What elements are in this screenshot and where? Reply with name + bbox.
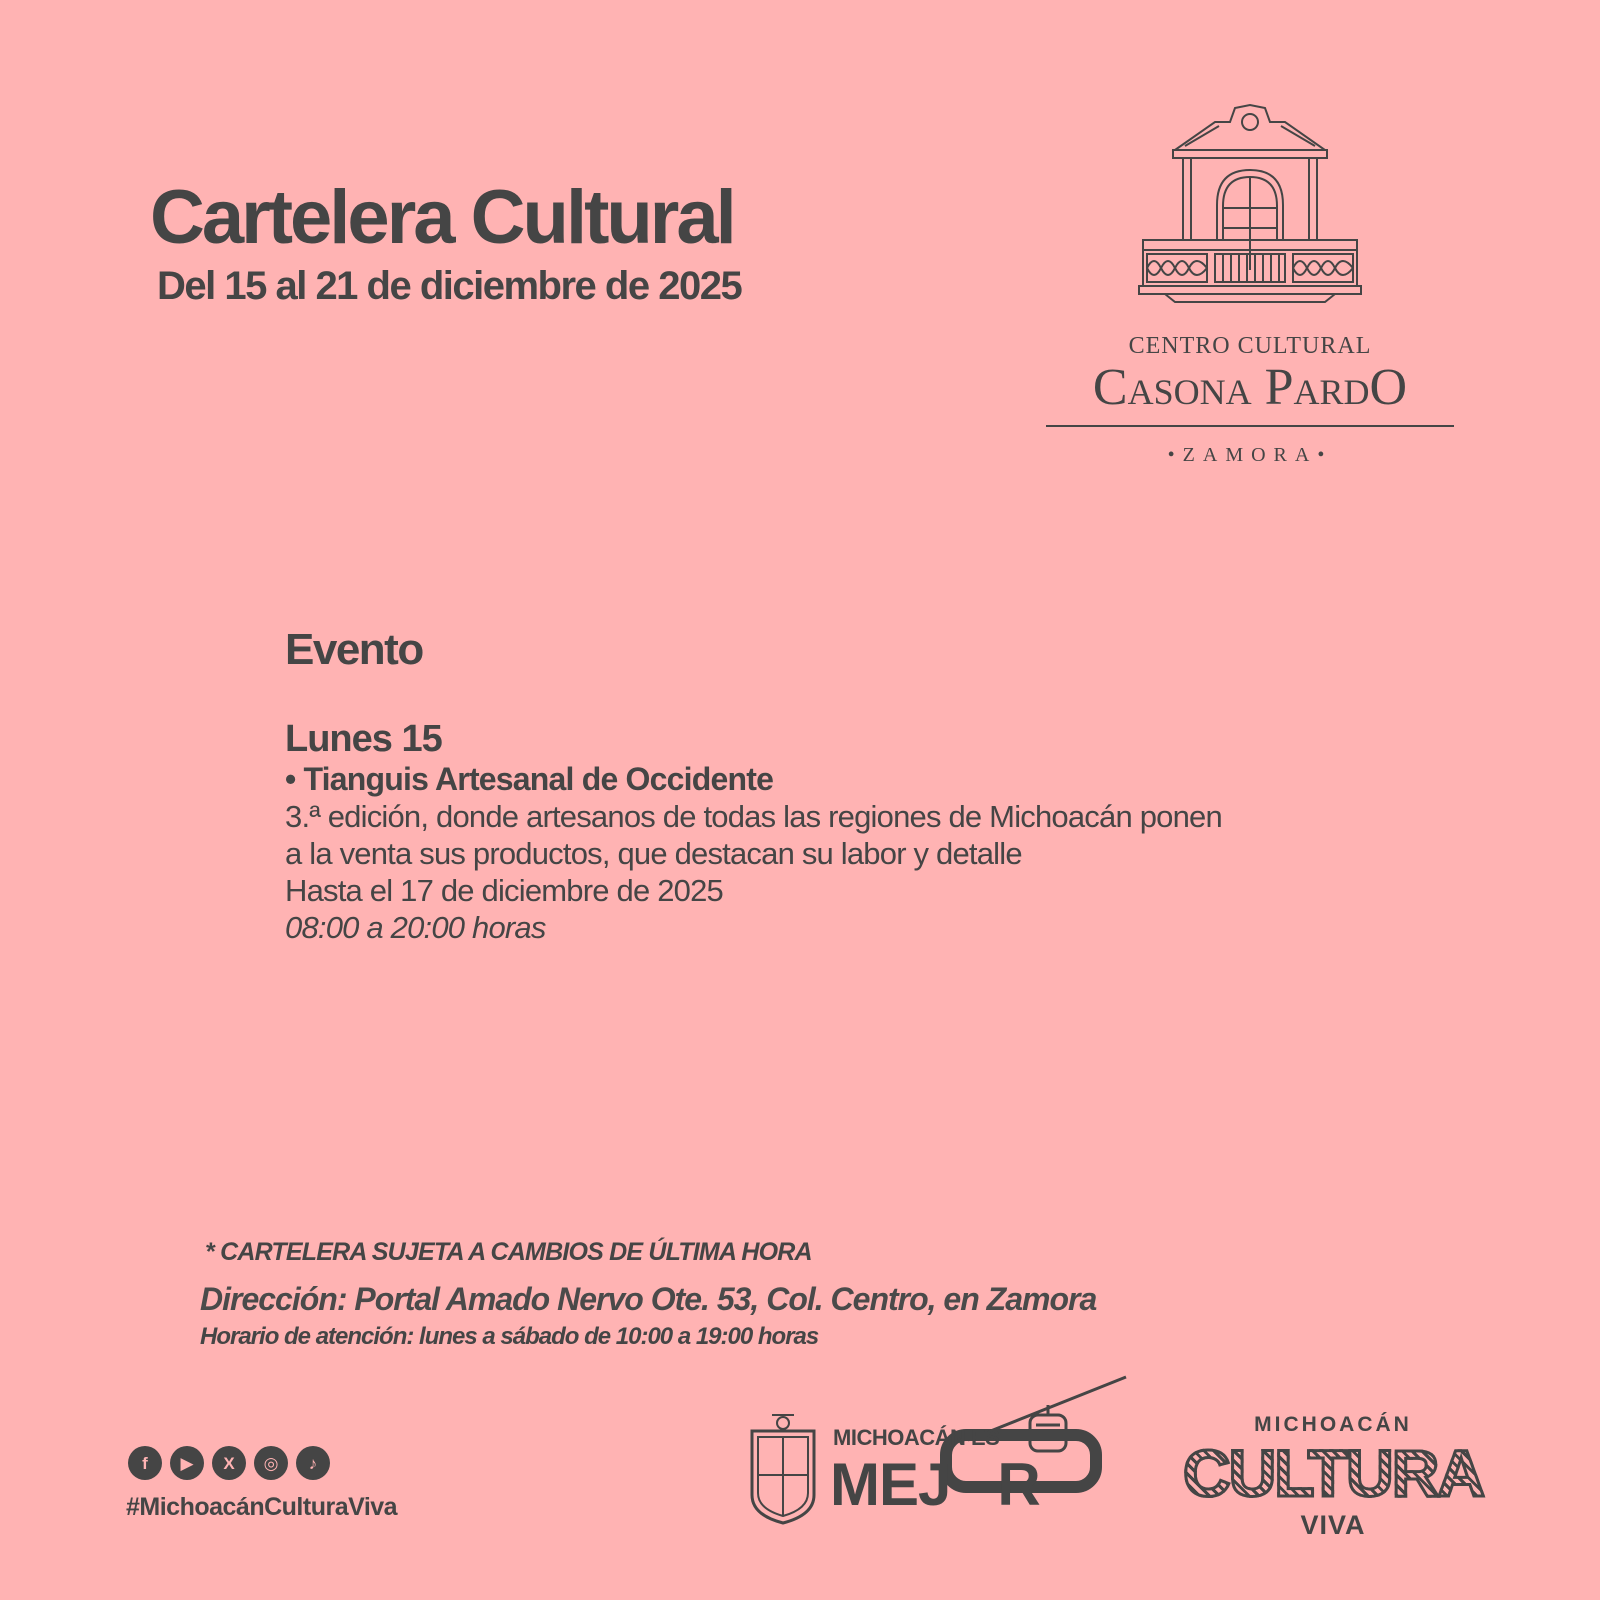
event-time: 08:00 a 20:00 horas xyxy=(285,910,546,946)
event-section xyxy=(285,625,1385,946)
event-description-line: a la venta sus productos, que destacan su labor y detalle xyxy=(285,836,1022,872)
page-title: Cartelera Cultural xyxy=(150,175,734,260)
tiktok-icon[interactable]: ♪ xyxy=(296,1446,330,1480)
logo-divider xyxy=(1046,425,1454,427)
logo-casona-pardo-text: Casona PardO xyxy=(1092,359,1408,416)
hashtag-text: #MichoacánCulturaViva xyxy=(126,1493,398,1521)
event-until: Hasta el 17 de diciembre de 2025 xyxy=(285,873,723,909)
casona-pardo-logo xyxy=(1030,100,1470,480)
x-icon[interactable]: X xyxy=(212,1446,246,1480)
logo-zamora-text: •ZAMORA• xyxy=(1167,444,1333,466)
social-icons xyxy=(128,1446,330,1480)
logo-centro-cultural-text: CENTRO CULTURAL xyxy=(1128,333,1372,359)
cultura-top-text: MICHOACÁN xyxy=(1254,1413,1412,1436)
opening-hours-text: Horario de atención: lunes a sábado de 10:00 a 19:00 horas xyxy=(200,1323,819,1350)
event-title: • Tianguis Artesanal de Occidente xyxy=(285,761,774,797)
address-text: Dirección: Portal Amado Nervo Ote. 53, Col. Centro, en Zamora xyxy=(200,1281,1097,1317)
section-heading: Evento xyxy=(285,625,423,674)
michoacan-es-mejor-logo xyxy=(748,1375,1128,1525)
date-range-subtitle: Del 15 al 21 de diciembre de 2025 xyxy=(157,264,742,308)
facebook-icon[interactable]: f xyxy=(128,1446,162,1480)
disclaimer-text: * CARTELERA SUJETA A CAMBIOS DE ÚLTIMA HORA xyxy=(205,1238,812,1266)
event-day: Lunes 15 xyxy=(285,718,442,760)
mejor-big-text: MEJ R xyxy=(830,1451,1040,1518)
mejor-top-text: MICHOACÁN ES xyxy=(833,1425,1000,1450)
event-description-line: 3.ª edición, donde artesanos de todas las regiones de Michoacán ponen xyxy=(285,799,1222,835)
cultura-big-text: CULTURA xyxy=(1168,1440,1498,1506)
instagram-icon[interactable]: ◎ xyxy=(254,1446,288,1480)
youtube-icon[interactable]: ▶ xyxy=(170,1446,204,1480)
cultura-bottom-text: VIVA xyxy=(1300,1510,1366,1540)
michoacan-cultura-viva-logo xyxy=(1168,1410,1498,1540)
building-illustration-icon xyxy=(1135,100,1365,305)
